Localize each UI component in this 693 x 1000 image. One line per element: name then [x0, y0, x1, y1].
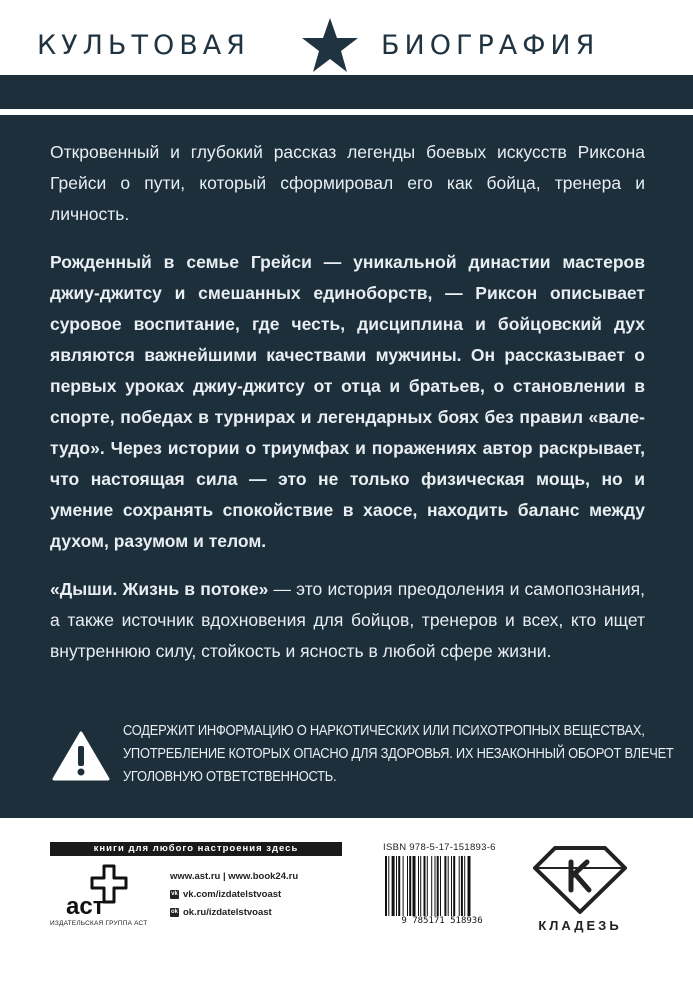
svg-text:аст: аст: [66, 893, 105, 920]
ok-row: [170, 904, 298, 922]
tagline: книги для любого настроения здесь: [50, 842, 342, 856]
paragraph-intro: Откровенный и глубокий рассказ легенды боевых искусств Риксона Грейси о пути, который сформировал его как бойца, тренера и личность.: [50, 142, 645, 224]
series-title-left: КУЛЬТОВАЯ: [37, 30, 250, 61]
warning-triangle-icon: [52, 730, 110, 782]
publisher-links: [170, 868, 298, 922]
website-book24-link[interactable]: www.book24.ru: [228, 871, 299, 882]
website-ast-link[interactable]: www.ast.ru: [170, 871, 221, 882]
vk-row: [170, 886, 298, 904]
drug-warning: [123, 719, 674, 788]
link-separator: |: [222, 871, 226, 882]
vk-icon: vk: [171, 890, 178, 897]
header-stripe: [0, 75, 693, 109]
warning-line-1: СОДЕРЖИТ ИНФОРМАЦИЮ О НАРКОТИЧЕСКИХ ИЛИ ПСИХОТРОПНЫХ ВЕЩЕСТВАХ,: [123, 722, 645, 739]
publisher-group-label: ИЗДАТЕЛЬСКАЯ ГРУППА АСТ: [50, 920, 148, 927]
paragraph-closing: [50, 574, 645, 667]
ok-link[interactable]: ok.ru/izdatelstvoast: [183, 907, 272, 918]
star-icon: [300, 16, 360, 74]
imprint-name: КЛАДЕЗЬ: [538, 918, 622, 933]
barcode-number: 9 785171 518936: [383, 916, 501, 926]
isbn: ISBN 978-5-17-151893-6: [383, 842, 496, 853]
series-title-right: БИОГРАФИЯ: [381, 30, 600, 61]
kladez-diamond-logo: [525, 840, 635, 915]
warning-line-2: УПОТРЕБЛЕНИЕ КОТОРЫХ ОПАСНО ДЛЯ ЗДОРОВЬЯ. ИХ НЕЗАКОННЫЙ ОБОРОТ ВЛЕЧЕТ: [123, 745, 674, 762]
website-row: [170, 868, 298, 886]
warning-line-3: УГОЛОВНУЮ ОТВЕТСТВЕННОСТЬ.: [123, 768, 337, 785]
vk-link[interactable]: vk.com/izdatelstvoast: [183, 889, 282, 900]
ok-icon: ok: [170, 908, 178, 915]
book-title-quote: «Дыши. Жизнь в потоке»: [50, 579, 269, 599]
paragraph-main: Рожденный в семье Грейси — уникальной династии мастеров джиу-джитсу и смешанных единоборств, — Риксон описывает суровое воспитание, где честь, дисциплина и бойцовский дух являются важнейшими качествами мужчины. Он рассказывает о первых уроках джиу-джитсу от отца и братьев, о становлении в спорте, победах в турнирах и легендарных боях без правил «вале-тудо». Через истории о триумфах и поражениях автор раскрывает, что настоящая сила — это не только физическая мощь, но и умение сохранять спокойствие в хаосе, находить баланс между духом, разумом и телом.: [50, 252, 645, 551]
ast-logo: [60, 862, 132, 920]
closing-text: — это история преодоления и самопознания, а также источник вдохновения для бойцов, тренеров и всех, кто ищет внутреннюю силу, стойкость и ясность в любой сфере жизни.: [50, 579, 645, 661]
